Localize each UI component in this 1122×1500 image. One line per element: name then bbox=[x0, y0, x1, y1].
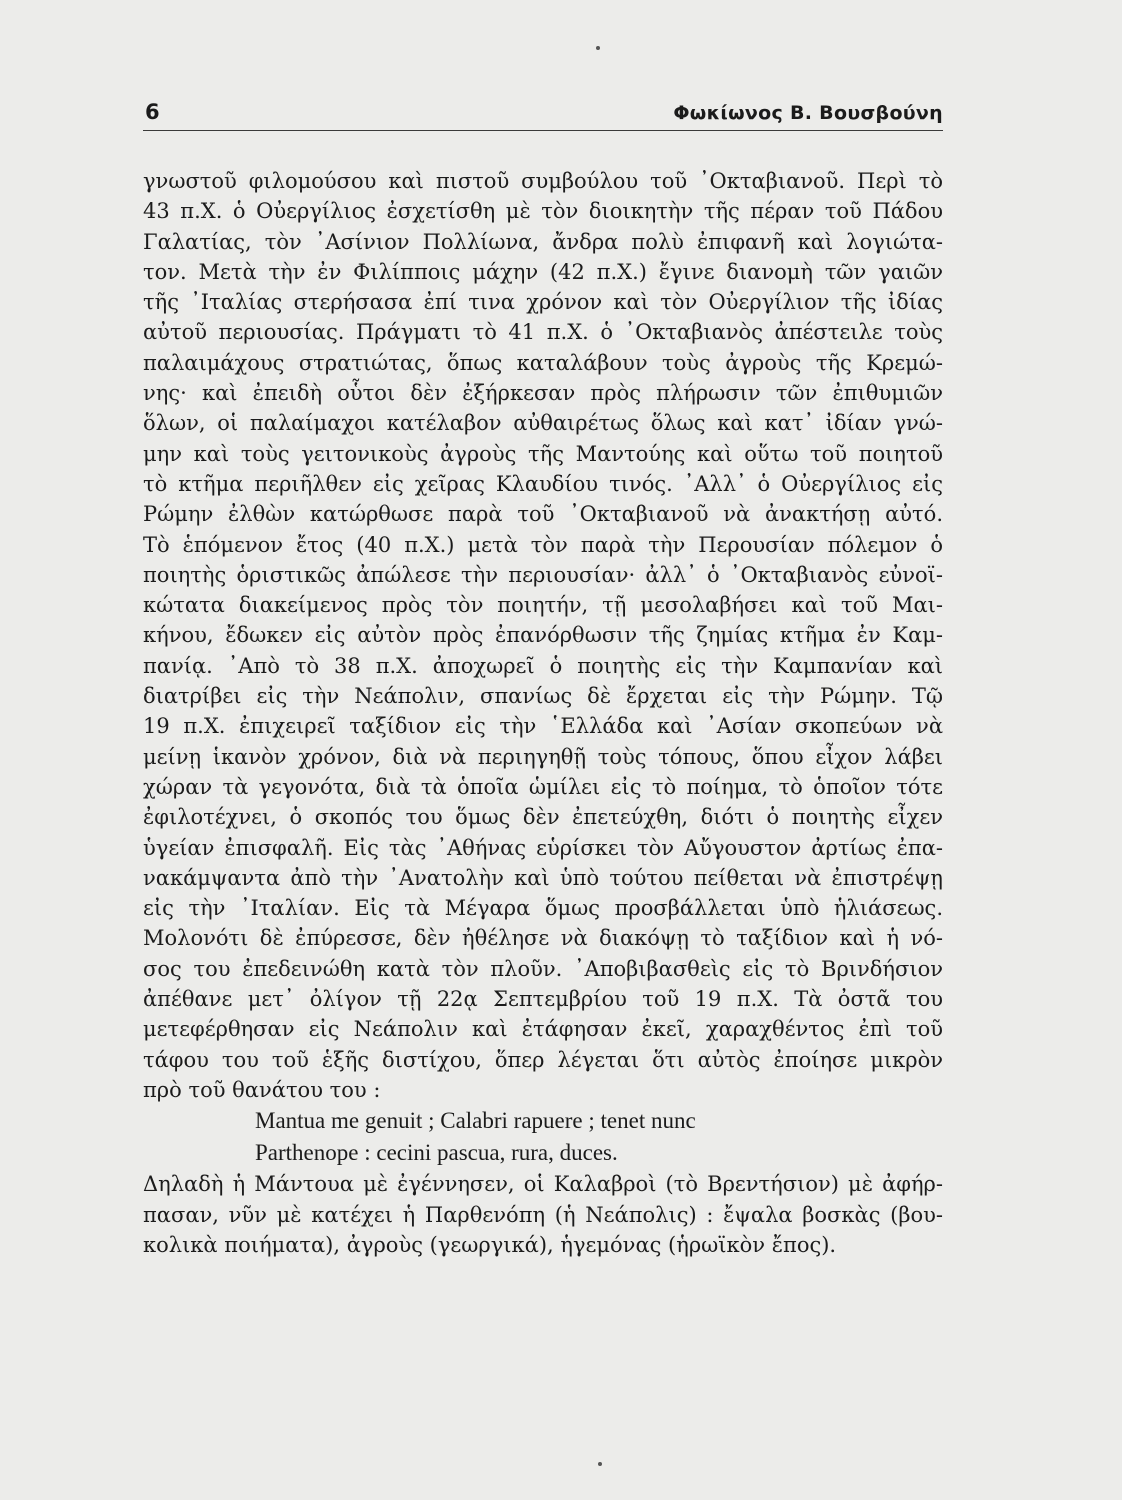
text-line: Ρώμην ἐλθὼν κατώρθωσε παρὰ τοῦ ᾿Οκταβιανοῦ νὰ ἀνακτήσῃ αὐτό. bbox=[143, 502, 943, 527]
text-line: ἀπέθανε μετ᾿ ὀλίγον τῇ 22ᾳ Σεπτεμβρίου τοῦ 19 π.Χ. Τὰ ὀστᾶ του bbox=[143, 987, 943, 1012]
text-line: τὸ κτῆμα περιῆλθεν εἰς χεῖρας Κλαυδίου τινός. ᾿Αλλ᾿ ὁ Οὐεργίλιος εἰς bbox=[143, 471, 943, 496]
text-line: Τὸ ἑπόμενον ἔτος (40 π.Χ.) μετὰ τὸν παρὰ τὴν Περουσίαν πόλεμον ὁ bbox=[143, 532, 943, 557]
translation-line: Δηλαδὴ ἡ Μάντουα μὲ ἐγέννησεν, οἱ Καλαβροὶ (τὸ Βρεντήσιον) μὲ ἀφήρ- bbox=[143, 1172, 943, 1197]
text-line: διατρίβει εἰς τὴν Νεάπολιν, σπανίως δὲ ἔρχεται εἰς τὴν Ρώμην. Τῷ bbox=[143, 684, 943, 709]
text-line: Γαλατίας, τὸν ᾿Ασίνιον Πολλίωνα, ἄνδρα πολὺ ἐπιφανῆ καὶ λογιώτα- bbox=[143, 229, 943, 254]
text-line: μετεφέρθησαν εἰς Νεάπολιν καὶ ἐτάφησαν ἐκεῖ, χαραχθέντος ἐπὶ τοῦ bbox=[143, 1017, 943, 1042]
text-line: σος του ἐπεδεινώθη κατὰ τὸν πλοῦν. ᾿Αποβιβασθεὶς εἰς τὸ Βρινδήσιον bbox=[143, 956, 943, 981]
text-line: παλαιμάχους στρατιώτας, ὅπως καταλάβουν τοὺς ἀγροὺς τῆς Κρεμώ- bbox=[143, 350, 943, 375]
text-line: 19 π.Χ. ἐπιχειρεῖ ταξίδιον εἰς τὴν ῾Ελλάδα καὶ ᾿Ασίαν σκοπεύων νὰ bbox=[143, 714, 943, 739]
text-line: τον. Μετὰ τὴν ἐν Φιλίπποις μάχην (42 π.Χ.) ἔγινε διανομὴ τῶν γαιῶν bbox=[143, 259, 943, 284]
text-line: ποιητὴς ὁριστικῶς ἀπώλεσε τὴν περιουσίαν· ἀλλ᾿ ὁ ᾿Οκταβιανὸς εὐνοϊ- bbox=[143, 562, 943, 587]
text-line: εἰς τὴν ᾿Ιταλίαν. Εἰς τὰ Μέγαρα ὅμως προσβάλλεται ὑπὸ ἡλιάσεως. bbox=[143, 896, 943, 921]
translation-line: κολικὰ ποιήματα), ἀγροὺς (γεωργικά), ἡγεμόνας (ἡρωϊκὸν ἔπος). bbox=[143, 1232, 837, 1257]
text-line: τάφου του τοῦ ἑξῆς διστίχου, ὅπερ λέγεται ὅτι αὐτὸς ἐποίησε μικρὸν bbox=[143, 1047, 943, 1072]
ink-speck bbox=[598, 1462, 602, 1466]
text-line: νακάμψαντα ἀπὸ τὴν ᾿Ανατολὴν καὶ ὑπὸ τούτου πείθεται νὰ ἐπιστρέψῃ bbox=[143, 865, 943, 890]
text-line: πρὸ τοῦ θανάτου του : bbox=[143, 1077, 381, 1102]
page-number: 6 bbox=[145, 100, 160, 124]
text-line: τῆς ᾿Ιταλίας στερήσασα ἐπί τινα χρόνον καὶ τὸν Οὐεργίλιον τῆς ἰδίας bbox=[143, 290, 943, 315]
text-line: κήνου, ἔδωκεν εἰς αὐτὸν πρὸς ἐπανόρθωσιν τῆς ζημίας κτῆμα ἐν Καμ- bbox=[143, 623, 943, 648]
text-line: ἐφιλοτέχνει, ὁ σκοπός του ὅμως δὲν ἐπετεύχθη, διότι ὁ ποιητὴς εἶχεν bbox=[143, 805, 943, 830]
body-text bbox=[143, 166, 943, 1260]
text-line: Μολονότι δὲ ἐπύρεσσε, δὲν ἠθέλησε νὰ διακόψῃ τὸ ταξίδιον καὶ ἡ νό- bbox=[143, 926, 943, 951]
text-line: πανίᾳ. ᾿Απὸ τὸ 38 π.Χ. ἀποχωρεῖ ὁ ποιητὴς εἰς τὴν Καμπανίαν καὶ bbox=[143, 653, 943, 678]
text-line: χώραν τὰ γεγονότα, διὰ τὰ ὁποῖα ὡμίλει εἰς τὸ ποίημα, τὸ ὁποῖον τότε bbox=[143, 774, 943, 799]
epitaph-line: Mantua me genuit ; Calabri rapuere ; tenet nunc bbox=[255, 1108, 696, 1134]
text-line: μην καὶ τοὺς γειτονικοὺς ἀγροὺς τῆς Μαντούης καὶ οὕτω τοῦ ποιητοῦ bbox=[143, 441, 943, 466]
text-line: κώτατα διακείμενος πρὸς τὸν ποιητήν, τῇ μεσολαβήσει καὶ τοῦ Μαι- bbox=[143, 593, 943, 618]
text-line: ὑγείαν ἐπισφαλῆ. Εἰς τὰς ᾿Αθήνας εὑρίσκει τὸν Αὔγουστον ἀρτίως ἐπα- bbox=[143, 835, 943, 860]
text-line: αὐτοῦ περιουσίας. Πράγματι τὸ 41 π.Χ. ὁ ᾿Οκταβιανὸς ἀπέστειλε τοὺς bbox=[143, 320, 943, 345]
running-head: Φωκίωνος Β. Βουσβούνη bbox=[673, 102, 943, 124]
text-line: νης· καὶ ἐπειδὴ οὗτοι δὲν ἐξήρκεσαν πρὸς πλήρωσιν τῶν ἐπιθυμιῶν bbox=[143, 381, 943, 406]
text-line: ὅλων, οἱ παλαίμαχοι κατέλαβον αὐθαιρέτως ὅλως καὶ κατ᾿ ἰδίαν γνώ- bbox=[143, 411, 943, 436]
page-header bbox=[143, 98, 943, 131]
epitaph-line: Parthenope : cecini pascua, rura, duces. bbox=[255, 1140, 618, 1166]
text-line: γνωστοῦ φιλομούσου καὶ πιστοῦ συμβούλου τοῦ ᾿Οκταβιανοῦ. Περὶ τὸ bbox=[143, 169, 943, 193]
translation-line: πασαν, νῦν μὲ κατέχει ἡ Παρθενόπη (ἡ Νεάπολις) : ἔψαλα βοσκὰς (βου- bbox=[143, 1202, 943, 1227]
ink-speck bbox=[596, 46, 600, 50]
text-line: 43 π.Χ. ὁ Οὐεργίλιος ἐσχετίσθη μὲ τὸν διοικητὴν τῆς πέραν τοῦ Πάδου bbox=[143, 199, 943, 224]
text-line: μείνῃ ἱκανὸν χρόνον, διὰ νὰ περιηγηθῇ τοὺς τόπους, ὅπου εἶχον λάβει bbox=[143, 744, 943, 769]
